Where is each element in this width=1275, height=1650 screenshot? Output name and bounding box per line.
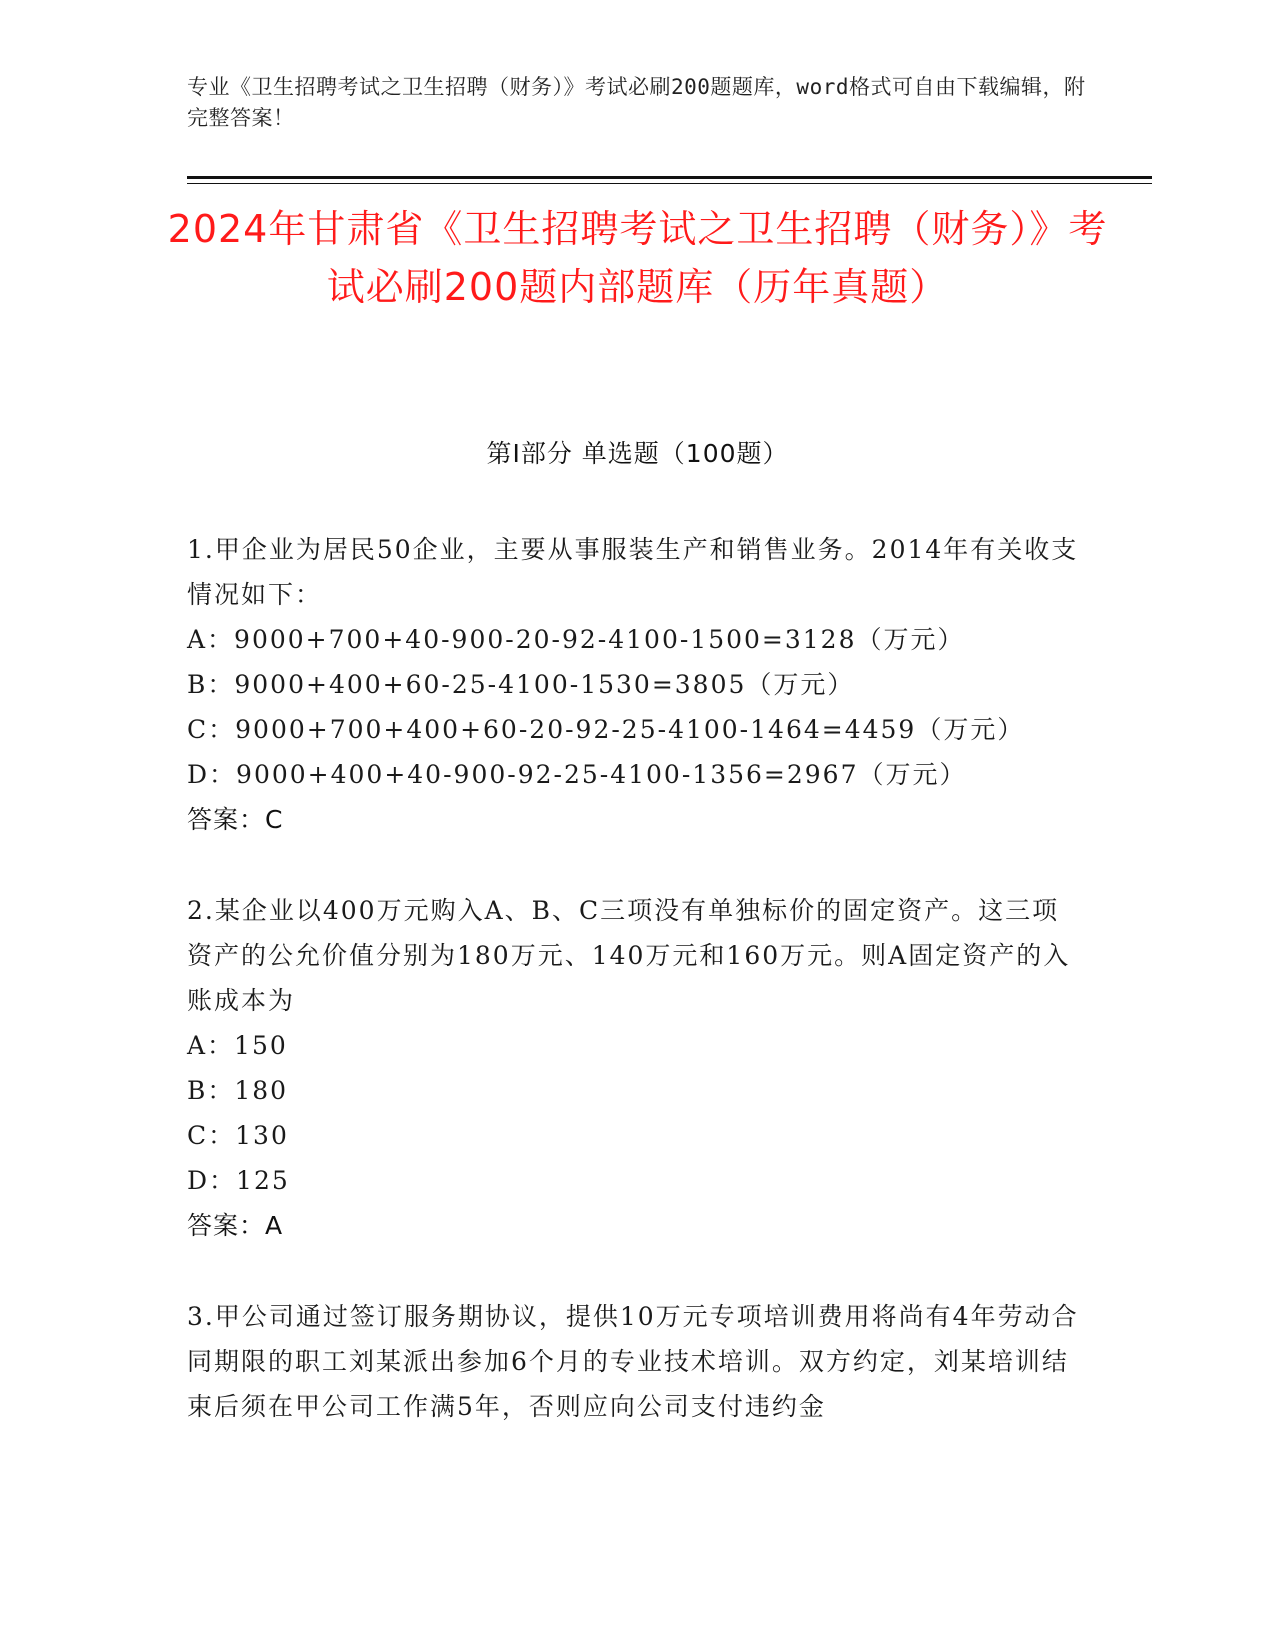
- question-2: [187, 888, 1082, 1248]
- header-divider-thin: [187, 183, 1152, 184]
- option-c: C：9000+700+400+60-20-92-25-4100-1464=4459（万元）: [187, 715, 1025, 744]
- answer: 答案：C: [187, 805, 284, 834]
- question-list: [187, 527, 1082, 1475]
- document-header-note: 专业《卫生招聘考试之卫生招聘（财务）》考试必刷200题题库，word格式可自由下载编辑，附完整答案！: [187, 75, 1086, 130]
- option-a: A：150: [187, 1031, 288, 1060]
- document-title: 2024年甘肃省《卫生招聘考试之卫生招聘（财务）》考试必刷200题内部题库（历年真题）: [167, 207, 1108, 309]
- question-text: 2.某企业以400万元购入A、B、C三项没有单独标价的固定资产。这三项资产的公允价值分别为180万元、140万元和160万元。则A固定资产的入账成本为: [187, 896, 1071, 1015]
- header-divider-thick: [187, 176, 1152, 179]
- question-text: 1.甲企业为居民50企业，主要从事服装生产和销售业务。2014年有关收支情况如下：: [187, 535, 1079, 609]
- question-text: 3.甲公司通过签订服务期协议，提供10万元专项培训费用将尚有4年劳动合同期限的职工刘某派出参加6个月的专业技术培训。双方约定，刘某培训结束后须在甲公司工作满5年，否则应向公司支付违约金: [187, 1302, 1079, 1421]
- option-d: D：125: [187, 1166, 290, 1195]
- answer: 答案：A: [187, 1211, 284, 1240]
- question-3: [187, 1294, 1082, 1429]
- option-c: C：130: [187, 1121, 289, 1150]
- option-b: B：180: [187, 1076, 289, 1105]
- section-title: 第I部分 单选题（100题）: [486, 439, 789, 468]
- option-d: D：9000+400+40-900-92-25-4100-1356=2967（万元）: [187, 760, 967, 789]
- option-b: B：9000+400+60-25-4100-1530=3805（万元）: [187, 670, 855, 699]
- question-1: [187, 527, 1082, 842]
- option-a: A：9000+700+40-900-20-92-4100-1500=3128（万元）: [187, 625, 965, 654]
